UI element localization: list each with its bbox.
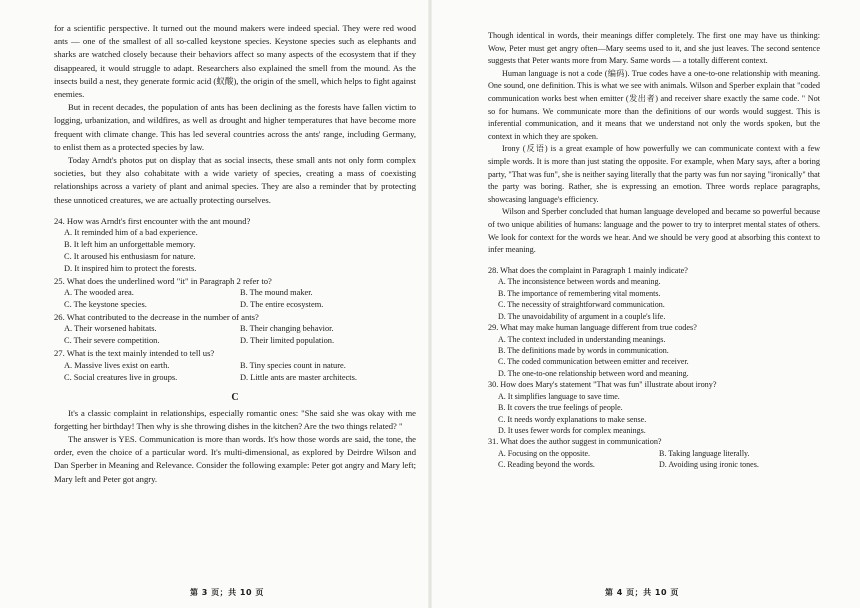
answer-option: C. The necessity of straightforward communication. <box>498 300 665 310</box>
question-31 <box>488 436 820 470</box>
question-stem: 24. How was Arndt's first encounter with the ant mound? <box>54 215 251 226</box>
passage-paragraph: Human language is not a code (编码). True codes have a one-to-one relationship with meaning. One sound, one definition. This is what we see with animals. Wilson and Sperber explain that "coded communication works best when emitter (发出者) and receiver share exactly the same code. " Not so for humans. We communicate more than the definitions of our words would suggest. This is inferential communication, and it means that we understand not only the words spoken, but the context in which they are spoken. <box>488 68 820 141</box>
answer-option: B. The importance of remembering vital moments. <box>498 288 661 298</box>
question-27 <box>54 347 416 383</box>
answer-option: C. The coded communication between emitter and receiver. <box>498 357 689 367</box>
question-30 <box>488 379 820 436</box>
question-29 <box>488 322 820 379</box>
passage-paragraph: for a scientific perspective. It turned out the mound makers were indeed special. They were red wood ants — one of the smallest of all so-called keystone species. Keystone species such as elephants and sharks are watched closely because their behaviors affect so many aspects of the ecosystem that if they disappeared, it would struggle to adapt. Researchers also explained the smell from the mound. As the insects build a nest, they generate formic acid (蚁酸), the origin of the smell, which helps to fight against enemies. <box>54 23 416 100</box>
question-stem: 26. What contributed to the decrease in the number of ants? <box>54 312 259 323</box>
question-stem: 30. How does Mary's statement "That was fun" illustrate about irony? <box>488 380 717 390</box>
section-heading: C <box>231 391 239 403</box>
answer-option: D. Little ants are master architects. <box>240 372 357 382</box>
question-stem: 31. What does the author suggest in communication? <box>488 437 662 447</box>
answer-option: A. The wooded area. <box>64 288 134 298</box>
passage-paragraph: But in recent decades, the population of ants has been declining as the forests have fallen victim to logging, urbanization, and wildfires, as well as drought and higher temperatures that have become more frequent with climate change. This has led several countries across the ants' range, including Germany, to enlist them as a protected species by law. <box>54 102 416 152</box>
answer-option: D. The one-to-one relationship between word and meaning. <box>498 368 689 378</box>
answer-option: A. Focusing on the opposite. <box>498 448 590 458</box>
answer-option: C. The keystone species. <box>64 300 147 310</box>
passage-paragraph: Today Arndt's photos put on display that as social insects, these small ants not only form complex societies, but they also cohabitate with a wide variety of species, creating a mass of coexisting relationships across a variety of plant and animal species. They are also a reminder that by protecting these unnoticed creatures, we are actually protecting ourselves. <box>54 155 416 205</box>
answer-option: A. The inconsistence between words and meaning. <box>498 277 661 287</box>
answer-option: D. Avoiding using ironic tones. <box>659 460 759 470</box>
answer-option: D. The entire ecosystem. <box>240 300 324 310</box>
question-25 <box>54 275 416 311</box>
passage-paragraph: Though identical in words, their meanings differ completely. The first one may have us thinking: Wow, Peter must get angry often—Mary seems used to it, and she just leaves. The second sentence suggests that Peter wants more from Mary. Same words — a totally different context. <box>488 31 820 66</box>
answer-option: B. Their changing behavior. <box>240 324 334 334</box>
question-stem: 27. What is the text mainly intended to tell us? <box>54 348 215 359</box>
answer-option: A. It reminded him of a bad experience. <box>64 228 198 238</box>
answer-option: C. It needs wordy explanations to make sense. <box>498 414 647 424</box>
answer-option: B. Taking language literally. <box>659 448 750 458</box>
answer-option: B. Tiny species count in nature. <box>240 360 346 370</box>
answer-option: B. The definitions made by words in communication. <box>498 345 669 355</box>
answer-option: C. Social creatures live in groups. <box>64 372 178 382</box>
question-stem: 29. What may make human language different from true codes? <box>488 322 697 332</box>
answer-option: C. Their severe competition. <box>64 336 160 346</box>
answer-option: A. The context included in understanding meanings. <box>498 334 666 344</box>
passage-paragraph: It's a classic complaint in relationships, especially romantic ones: "She said she was okay with me forgetting her birthday! Then why is she throwing dishes in the kitchen? Are the two things related? " <box>54 407 416 431</box>
passage-paragraph: Irony (反语) is a great example of how powerfully we can communicate context with a few simple words. It is more than just stating the opposite. For example, when Mary says, after a boring party, "That was fun", she is neither saying literally that the party was fun nor saying "ironically" that the party was boring. Rather, she is expressing an emotion. Three words replace paragraphs, showcasing language's efficiency. <box>488 144 820 204</box>
answer-option: D. The unavoidability of argument in a couple's life. <box>498 311 666 321</box>
question-26 <box>54 311 416 347</box>
question-stem: 25. What does the underlined word "it" in Paragraph 2 refer to? <box>54 276 272 287</box>
question-28 <box>488 265 820 322</box>
page-number: 第 3 页；共 10 页 <box>190 588 264 597</box>
answer-option: B. The mound maker. <box>240 288 313 298</box>
page-4 <box>430 0 860 608</box>
answer-option: A. Their worsened habitats. <box>64 324 157 334</box>
question-stem: 28. What does the complaint in Paragraph 1 mainly indicate? <box>488 265 688 275</box>
question-24 <box>54 215 416 275</box>
answer-option: A. It simplifies language to save time. <box>498 391 620 401</box>
answer-option: B. It left him an unforgettable memory. <box>64 240 196 250</box>
answer-option: D. Their limited population. <box>240 336 335 346</box>
answer-option: C. It aroused his enthusiasm for nature. <box>64 252 196 262</box>
answer-option: D. It uses fewer words for complex meanings. <box>498 425 646 435</box>
answer-option: A. Massive lives exist on earth. <box>64 360 170 370</box>
answer-option: D. It inspired him to protect the forests. <box>64 264 197 274</box>
passage-paragraph: Wilson and Sperber concluded that human language developed and became so powerful because of two unique abilities of humans: language and the power to try to interpret mental states of others. We look for context for the words we hear. And we should be very good at absorbing this context to infer meaning. <box>488 207 820 255</box>
passage-paragraph: The answer is YES. Communication is more than words. It's how those words are said, the tone, the order, even the choice of a particular word. It's multi-dimensional, as explored by Deirdre Wilson and Dan Sperber in Meaning and Relevance. Consider the following example: Peter got angry and Mary left; Mary left and Peter got angry. <box>54 434 416 484</box>
answer-option: C. Reading beyond the words. <box>498 460 595 470</box>
page-number: 第 4 页；共 10 页 <box>605 588 679 597</box>
answer-option: B. It covers the true feelings of people. <box>498 403 623 413</box>
